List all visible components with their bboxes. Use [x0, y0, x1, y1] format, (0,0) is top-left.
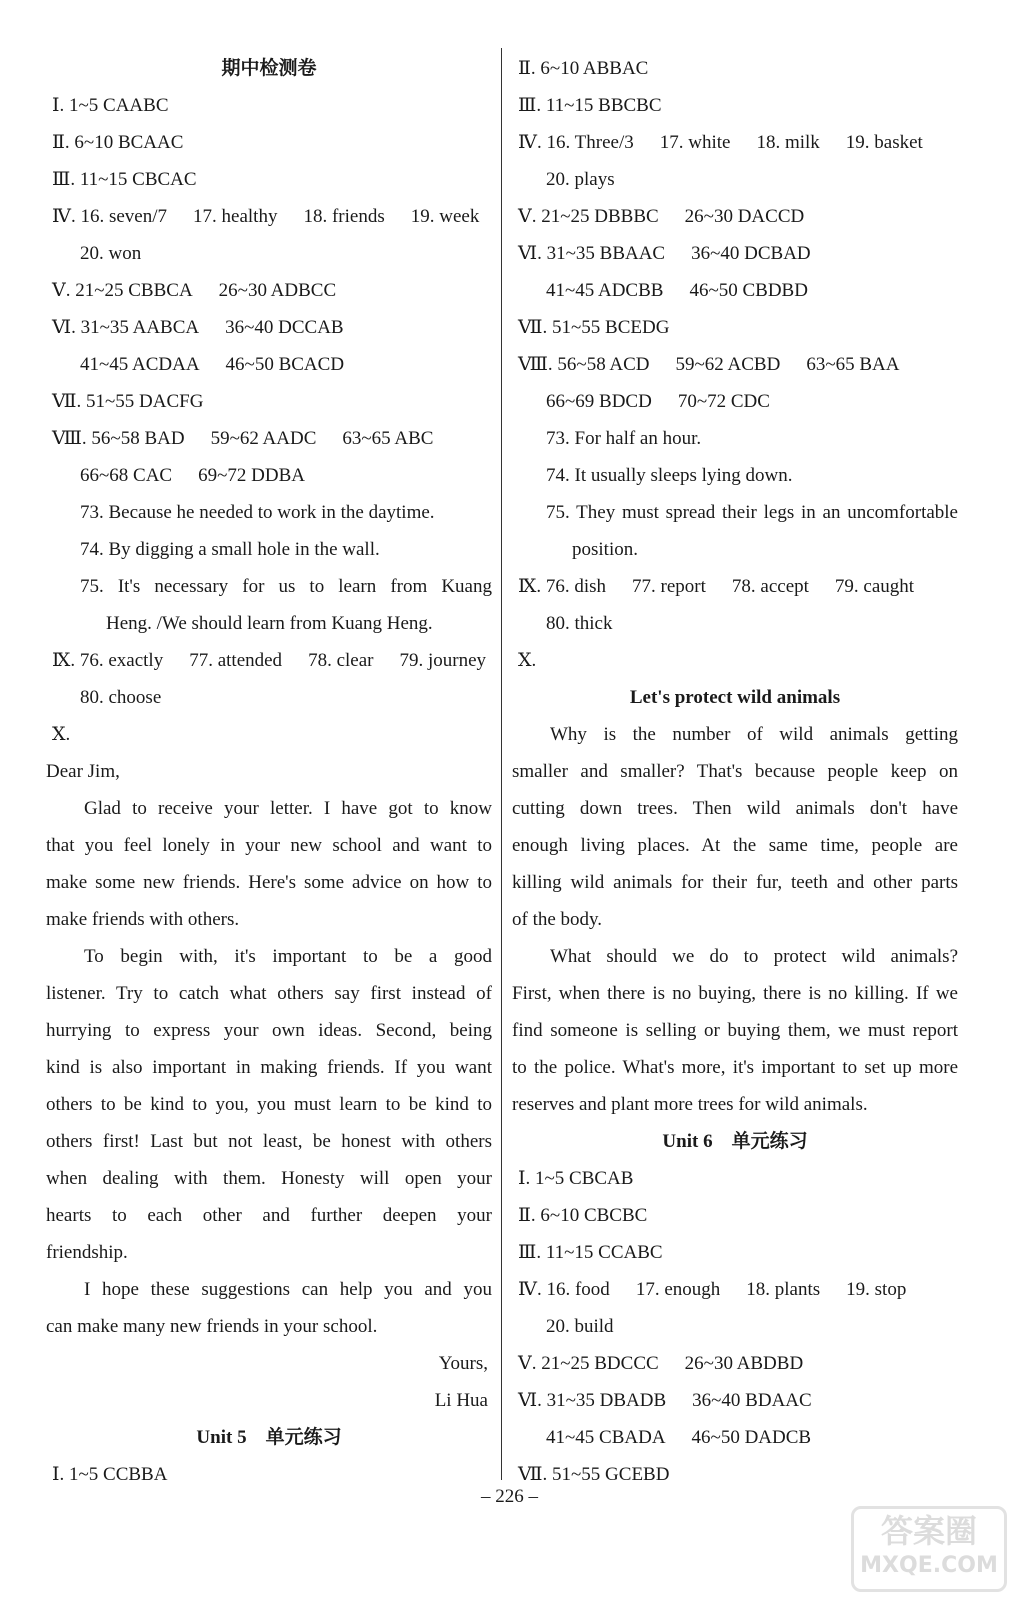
answer-row: Ⅰ. 1~5 CCBBA: [52, 1464, 168, 1485]
watermark-logo: [851, 1506, 1007, 1592]
answer-item: 41~45 CBADA: [546, 1427, 666, 1448]
essay-line: killing wild animals for their fur, teeth and other parts: [512, 872, 958, 893]
answer-row: position.: [572, 539, 638, 560]
answer-row: 75. They must spread their legs in an uncomfortable: [546, 502, 958, 523]
answer-item: 78. accept: [731, 576, 809, 597]
answer-row: 80. choose: [80, 687, 162, 708]
answer-row: [512, 235, 958, 272]
answer-item: 69~72 DDBA: [198, 465, 305, 486]
letter-line: kind is also important in making friends. If you want: [46, 1057, 492, 1078]
answer-row: 75. It's necessary for us to learn from Kuang: [80, 576, 492, 597]
essay-line: smaller and smaller? That's because people keep on: [512, 761, 958, 782]
watermark-text-bottom: MXQE.COM: [860, 1553, 998, 1578]
column-divider: [501, 48, 502, 1480]
answer-row: 20. plays: [546, 169, 615, 190]
answer-row: [512, 272, 958, 309]
answer-item: 17. white: [659, 132, 731, 153]
answer-item: Ⅸ. 76. exactly: [52, 650, 164, 671]
answer-item: 59~62 AADC: [210, 428, 317, 449]
letter-line: hurrying to express your own ideas. Second, being: [46, 1020, 492, 1041]
unit6-title: Unit 6 单元练习: [662, 1131, 808, 1152]
answer-item: Ⅵ. 31~35 DBADB: [518, 1390, 667, 1411]
answer-row: Ⅶ. 51~55 DACFG: [52, 391, 204, 412]
essay-line: cutting down trees. Then wild animals don't have: [512, 798, 958, 819]
answer-row: 74. It usually sleeps lying down.: [546, 465, 793, 486]
answer-row: Ⅲ. 11~15 CBCAC: [52, 169, 197, 190]
answer-item: 18. friends: [303, 206, 385, 227]
answer-item: 63~65 ABC: [342, 428, 434, 449]
answer-item: 26~30 ABDBD: [684, 1353, 804, 1374]
answer-item: 36~40 DCBAD: [691, 243, 811, 264]
letter-line: To begin with, it's important to be a good: [84, 946, 492, 967]
letter-line: I hope these suggestions can help you and you: [84, 1279, 492, 1300]
answer-row: Ⅲ. 11~15 BBCBC: [518, 95, 662, 116]
answer-row: 73. For half an hour.: [546, 428, 702, 449]
answer-item: Ⅷ. 56~58 ACD: [518, 354, 650, 375]
answer-row: [512, 1382, 958, 1419]
essay-title: Let's protect wild animals: [629, 687, 841, 708]
answer-row: Ⅱ. 6~10 BCAAC: [52, 132, 184, 153]
unit5-title: Unit 5 单元练习: [196, 1427, 342, 1448]
answer-item: Ⅳ. 16. Three/3: [518, 132, 634, 153]
answer-row: [46, 309, 492, 346]
letter-line: can make many new friends in your school.: [46, 1316, 378, 1337]
answer-item: Ⅳ. 16. food: [518, 1279, 610, 1300]
letter-signature: Li Hua: [434, 1390, 488, 1411]
essay-line: find someone is selling or buying them, we must report: [512, 1020, 958, 1041]
left-column: [46, 50, 492, 1493]
letter-closing: Yours,: [438, 1353, 488, 1374]
letter-line: hearts to each other and further deepen your: [46, 1205, 492, 1226]
answer-item: 46~50 BCACD: [225, 354, 345, 375]
answer-item: 46~50 CBDBD: [689, 280, 808, 301]
essay-line: of the body.: [512, 909, 603, 930]
answer-row: Ⅱ. 6~10 ABBAC: [518, 58, 649, 79]
essay-line: Why is the number of wild animals getting: [550, 724, 958, 745]
letter-line: that you feel lonely in your new school and want to: [46, 835, 492, 856]
letter-line: make friends with others.: [46, 909, 240, 930]
letter-salutation: Dear Jim,: [46, 761, 120, 782]
answer-item: 46~50 DADCB: [691, 1427, 812, 1448]
midterm-title: 期中检测卷: [221, 58, 317, 79]
answer-row: 80. thick: [546, 613, 613, 634]
answer-row: [46, 457, 492, 494]
answer-row: [512, 346, 958, 383]
essay-line: What should we do to protect wild animals?: [550, 946, 958, 967]
answer-row: 74. By digging a small hole in the wall.: [80, 539, 380, 560]
answer-row: [512, 1345, 958, 1382]
answer-row: Ⅹ.: [52, 724, 71, 745]
letter-line: when dealing with them. Honesty will open your: [46, 1168, 492, 1189]
answer-row: Ⅲ. 11~15 CCABC: [518, 1242, 663, 1263]
answer-row: 20. build: [546, 1316, 614, 1337]
answer-row: [512, 124, 958, 161]
answer-row: [46, 420, 492, 457]
answer-row: Ⅹ.: [518, 650, 537, 671]
answer-item: Ⅵ. 31~35 BBAAC: [518, 243, 666, 264]
watermark-text-top: 答案圈: [880, 1512, 977, 1550]
answer-row: 20. won: [80, 243, 142, 264]
answer-row: Ⅰ. 1~5 CAABC: [52, 95, 169, 116]
answer-item: Ⅴ. 21~25 DBBBC: [518, 206, 659, 227]
answer-item: 18. plants: [746, 1279, 821, 1300]
answer-row: [512, 568, 958, 605]
letter-line: listener. Try to catch what others say first instead of: [46, 983, 492, 1004]
essay-line: to the police. What's more, it's important to set up more: [512, 1057, 958, 1078]
answer-item: 79. caught: [834, 576, 915, 597]
answer-row: 73. Because he needed to work in the daytime.: [80, 502, 435, 523]
answer-item: 19. stop: [846, 1279, 907, 1300]
answer-row: [46, 346, 492, 383]
letter-line: make some new friends. Here's some advice on how to: [46, 872, 492, 893]
answer-item: 19. week: [410, 206, 480, 227]
essay-line: First, when there is no buying, there is no killing. If we: [512, 983, 958, 1004]
answer-item: 63~65 BAA: [806, 354, 900, 375]
answer-item: 36~40 DCCAB: [225, 317, 344, 338]
answer-row: Ⅶ. 51~55 BCEDG: [518, 317, 670, 338]
answer-item: Ⅵ. 31~35 AABCA: [52, 317, 200, 338]
letter-line: friendship.: [46, 1242, 128, 1263]
answer-row: Ⅰ. 1~5 CBCAB: [518, 1168, 634, 1189]
answer-item: 17. healthy: [193, 206, 278, 227]
answer-row: [46, 642, 492, 679]
page-number: – 226 –: [481, 1486, 538, 1507]
essay-line: enough living places. At the same time, people are: [512, 835, 958, 856]
answer-item: Ⅷ. 56~58 BAD: [52, 428, 185, 449]
answer-row: Ⅶ. 51~55 GCEBD: [518, 1464, 670, 1485]
letter-line: others first! Last but not least, be honest with others: [46, 1131, 492, 1152]
answer-item: 77. attended: [189, 650, 283, 671]
letter-line: Glad to receive your letter. I have got to know: [84, 798, 492, 819]
answer-item: Ⅴ. 21~25 CBBCA: [52, 280, 193, 301]
answer-item: 77. report: [632, 576, 706, 597]
answer-item: 66~69 BDCD: [546, 391, 652, 412]
answer-item: Ⅸ. 76. dish: [518, 576, 607, 597]
answer-item: 59~62 ACBD: [675, 354, 781, 375]
answer-item: Ⅴ. 21~25 BDCCC: [518, 1353, 659, 1374]
answer-item: 18. milk: [756, 132, 820, 153]
answer-row: [512, 383, 958, 420]
answer-row: [512, 1419, 958, 1456]
answer-row: Heng. /We should learn from Kuang Heng.: [106, 613, 433, 634]
answer-item: 41~45 ACDAA: [80, 354, 200, 375]
answer-item: Ⅳ. 16. seven/7: [52, 206, 168, 227]
answer-item: 19. basket: [845, 132, 923, 153]
answer-item: 70~72 CDC: [677, 391, 770, 412]
answer-item: 66~68 CAC: [80, 465, 173, 486]
essay-line: reserves and plant more trees for wild animals.: [512, 1094, 868, 1115]
answer-item: 17. enough: [635, 1279, 721, 1300]
answer-item: 79. journey: [399, 650, 487, 671]
answer-item: 26~30 ADBCC: [218, 280, 337, 301]
answer-row: [46, 272, 492, 309]
answer-row: Ⅱ. 6~10 CBCBC: [518, 1205, 648, 1226]
letter-line: others to be kind to you, you must learn to be kind to: [46, 1094, 492, 1115]
answer-row: [512, 198, 958, 235]
answer-row: [46, 198, 492, 235]
answer-row: [512, 1271, 958, 1308]
answer-item: 78. clear: [308, 650, 374, 671]
right-column: [512, 50, 958, 1493]
answer-item: 41~45 ADCBB: [546, 280, 664, 301]
answer-item: 36~40 BDAAC: [692, 1390, 812, 1411]
answer-item: 26~30 DACCD: [684, 206, 805, 227]
